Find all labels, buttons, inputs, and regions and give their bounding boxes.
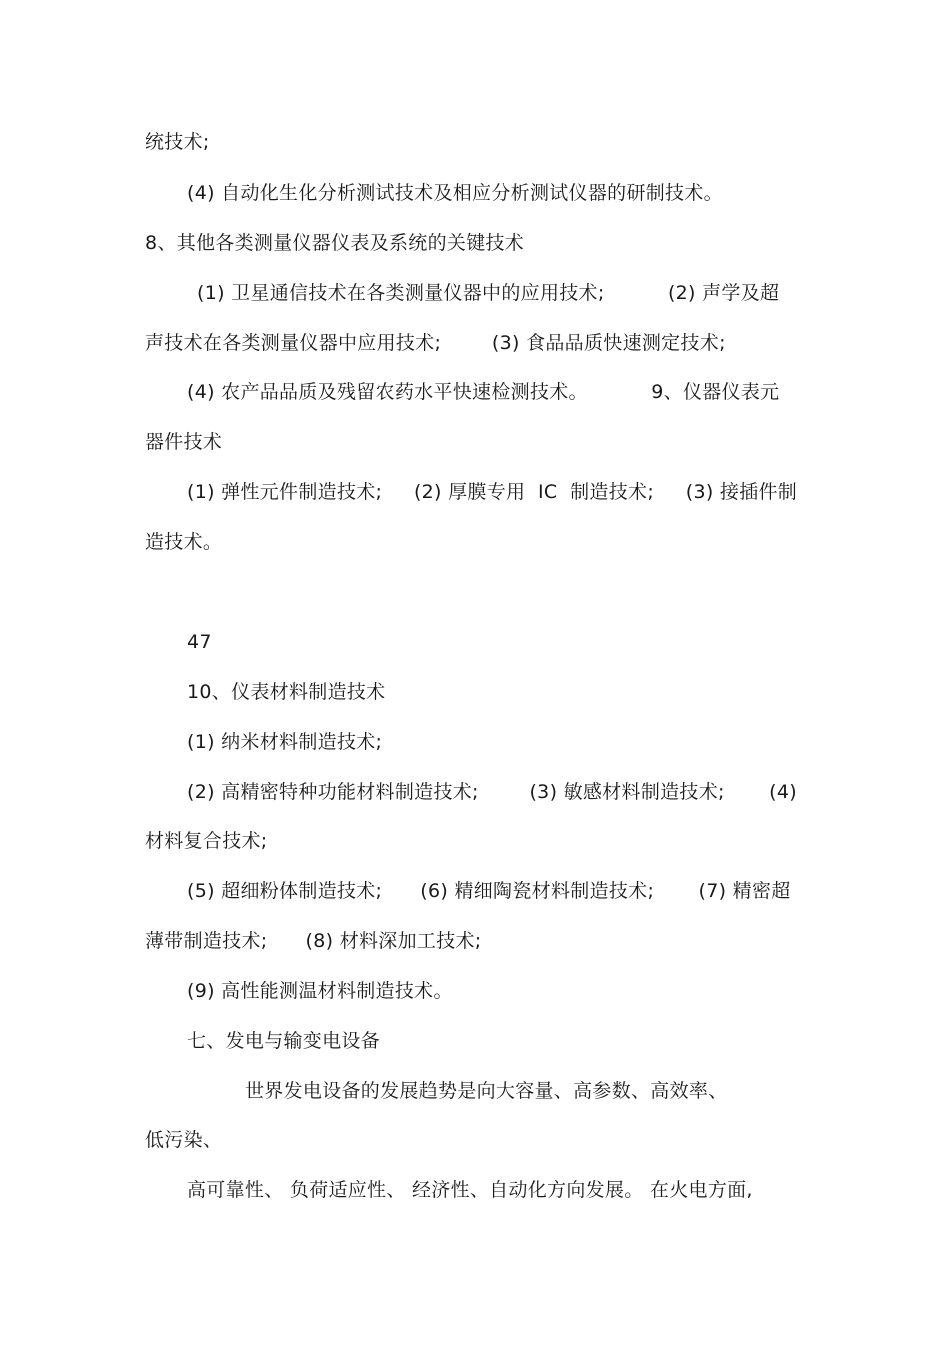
text-line: 声技术在各类测量仪器中应用技术; (3) 食品品质快速测定技术; bbox=[145, 332, 726, 354]
section-heading: 8、其他各类测量仪器仪表及系统的关键技术 bbox=[145, 232, 525, 254]
section-heading: 10、仪表材料制造技术 bbox=[187, 681, 386, 703]
text-line: 高可靠性、 负荷适应性、 经济性、自动化方向发展。 在火电方面, bbox=[187, 1179, 753, 1201]
text-line: (9) 高性能测温材料制造技术。 bbox=[187, 980, 453, 1002]
text-line: 薄带制造技术; (8) 材料深加工技术; bbox=[145, 930, 482, 952]
text-line: (1) 纳米材料制造技术; bbox=[187, 731, 383, 753]
text-line: 材料复合技术; bbox=[145, 830, 268, 852]
text-line: (1) 卫星通信技术在各类测量仪器中的应用技术; (2) 声学及超 bbox=[197, 282, 780, 304]
page-number: 47 bbox=[187, 631, 212, 653]
text-line: 造技术。 bbox=[145, 531, 223, 553]
text-line: (5) 超细粉体制造技术; (6) 精细陶瓷材料制造技术; (7) 精密超 bbox=[187, 880, 791, 902]
text-line: 低污染、 bbox=[145, 1129, 223, 1151]
text-line: 器件技术 bbox=[145, 431, 223, 453]
text-line: (4) 农产品品质及残留农药水平快速检测技术。 9、仪器仪表元 bbox=[187, 381, 780, 403]
text-line: (4) 自动化生化分析测试技术及相应分析测试仪器的研制技术。 bbox=[187, 182, 723, 204]
text-line: (2) 高精密特种功能材料制造技术; (3) 敏感材料制造技术; (4) bbox=[187, 781, 797, 803]
section-heading: 七、发电与输变电设备 bbox=[187, 1030, 381, 1052]
text-line: 统技术; bbox=[145, 131, 210, 153]
text-line: (1) 弹性元件制造技术; (2) 厚膜专用 IC 制造技术; (3) 接插件制 bbox=[187, 481, 798, 503]
text-line: 世界发电设备的发展趋势是向大容量、高参数、高效率、 bbox=[245, 1080, 728, 1102]
